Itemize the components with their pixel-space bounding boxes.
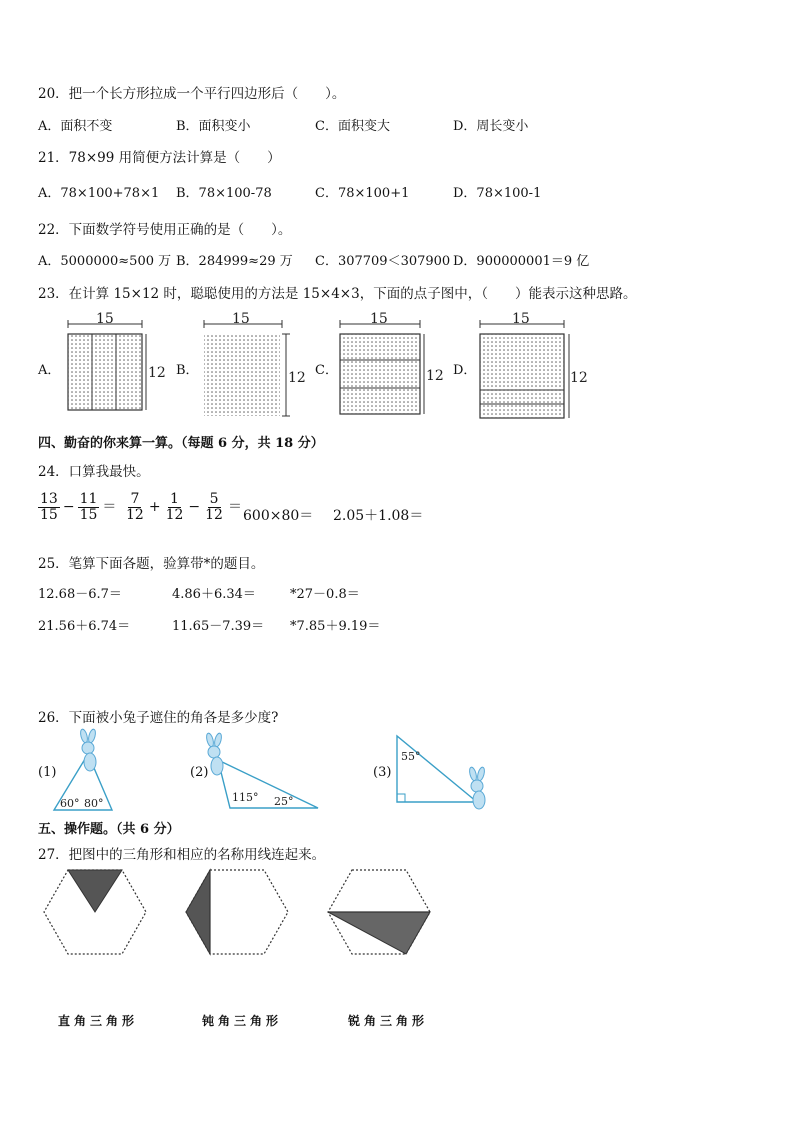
height-label: 12 xyxy=(426,368,444,384)
q25-stem: 25．笔算下面各题，验算带*的题目。 xyxy=(38,556,265,572)
q22-option-d[interactable]: D．900000001＝9 亿 xyxy=(453,254,590,269)
width-label: 15 xyxy=(232,311,250,327)
section4-title: 四、勤奋的你来算一算。（每题 6 分，共 18 分） xyxy=(38,436,324,451)
q20-option-a[interactable]: A．面积不变 xyxy=(38,119,113,134)
width-label: 15 xyxy=(512,311,530,327)
name-right-triangle[interactable]: 直角三角形 xyxy=(58,1014,139,1028)
q25-r2-c1: 21.56＋6.74＝ xyxy=(38,619,131,634)
q26-fig3-label: (3) xyxy=(373,765,392,780)
dot-grid-c[interactable] xyxy=(334,312,446,418)
height-label: 12 xyxy=(148,365,166,381)
q22-option-c[interactable]: C．307709＜307900 xyxy=(315,254,451,269)
width-label: 15 xyxy=(370,311,388,327)
q21-option-b[interactable]: B．78×100-78 xyxy=(176,186,272,201)
q25-r1-c2: 4.86＋6.34＝ xyxy=(172,587,256,602)
q26-triangle-3[interactable] xyxy=(393,734,493,814)
width-label: 15 xyxy=(96,311,114,327)
q26-fig2-label: (2) xyxy=(190,765,209,780)
q26-fig1-label: (1) xyxy=(38,765,57,780)
q24-expr-2: $\frac{7}{12}$ + $\frac{1}{12}$ − $\frac{5}{12}$ ＝ xyxy=(126,491,242,523)
q25-r2-c3: *7.85＋9.19＝ xyxy=(290,619,381,634)
angle-60: 60° xyxy=(60,797,80,810)
q24-expr-3: 600×80＝ xyxy=(243,508,314,524)
angle-80: 80° xyxy=(84,797,104,810)
q22-stem: 22．下面数学符号使用正确的是（ ）。 xyxy=(38,222,292,238)
q21-option-a[interactable]: A．78×100+78×1 xyxy=(38,186,160,201)
q24-stem: 24．口算我最快。 xyxy=(38,464,150,480)
name-obtuse-triangle[interactable]: 钝角三角形 xyxy=(202,1014,283,1028)
angle-115: 115° xyxy=(232,791,259,804)
q25-r1-c3: *27－0.8＝ xyxy=(290,587,360,602)
q22-option-a[interactable]: A．5000000≈500 万 xyxy=(38,254,172,269)
q23-stem: 23．在计算 15×12 时，聪聪使用的方法是 15×4×3，下面的点子图中，（ ）能表示这种思路。 xyxy=(38,286,637,302)
q23-option-b[interactable]: B． xyxy=(176,363,199,378)
q25-r2-c2: 11.65－7.39＝ xyxy=(172,619,265,634)
q22-option-b[interactable]: B．284999≈29 万 xyxy=(176,254,293,269)
q21-option-d[interactable]: D．78×100-1 xyxy=(453,186,542,201)
height-label: 12 xyxy=(570,370,588,386)
angle-25: 25° xyxy=(274,795,294,808)
section5-title: 五、操作题。（共 6 分） xyxy=(38,822,180,837)
dot-grid-b[interactable] xyxy=(198,311,308,420)
q23-option-d[interactable]: D． xyxy=(453,363,477,378)
q26-triangle-1[interactable] xyxy=(50,730,120,814)
q20-option-b[interactable]: B．面积变小 xyxy=(176,119,251,134)
height-label: 12 xyxy=(288,370,306,386)
q24-expr-1: $\frac{13}{15}$ − $\frac{11}{15}$ ＝ xyxy=(40,491,117,523)
q27-stem: 27．把图中的三角形和相应的名称用线连起来。 xyxy=(38,847,326,863)
q21-option-c[interactable]: C．78×100+1 xyxy=(315,186,410,201)
q26-triangle-2[interactable] xyxy=(202,732,324,812)
q24-expr-4: 2.05＋1.08＝ xyxy=(333,508,424,524)
hexagon-figure-2[interactable] xyxy=(184,866,290,958)
q25-r1-c1: 12.68－6.7＝ xyxy=(38,587,122,602)
dot-grid-a[interactable] xyxy=(62,311,166,414)
q20-stem: 20．把一个长方形拉成一个平行四边形后（ ）。 xyxy=(38,86,346,102)
name-acute-triangle[interactable]: 锐角三角形 xyxy=(348,1014,429,1028)
hexagon-figure-1[interactable] xyxy=(42,866,148,958)
rabbit-icon xyxy=(205,732,223,775)
dot-grid-d[interactable] xyxy=(474,312,590,424)
q20-option-d[interactable]: D．周长变小 xyxy=(453,119,529,134)
hexagon-figure-3[interactable] xyxy=(326,866,432,958)
q20-option-c[interactable]: C．面积变大 xyxy=(315,119,390,134)
q21-stem: 21．78×99 用简便方法计算是（ ） xyxy=(38,150,281,166)
q23-option-c[interactable]: C． xyxy=(315,363,338,378)
q26-stem: 26．下面被小兔子遮住的角各是多少度? xyxy=(38,710,279,726)
angle-55: 55° xyxy=(401,750,421,763)
q23-option-a[interactable]: A． xyxy=(38,363,61,378)
